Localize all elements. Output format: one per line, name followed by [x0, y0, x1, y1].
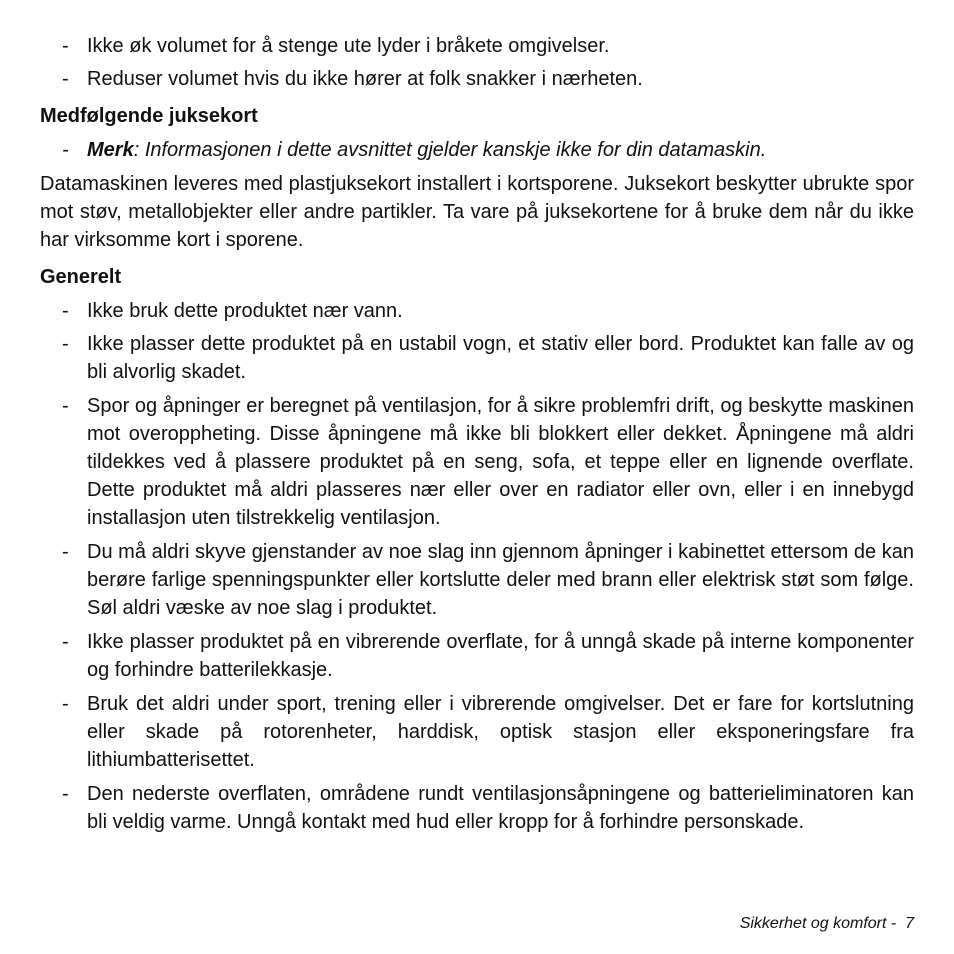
dash-marker: - — [62, 68, 69, 90]
list-item-text: Den nederste overflaten, områdene rundt ventilasjonsåpningene og batterieliminatoren kan bli veldig varme. Unngå kontakt med hud eller kropp for å forhindre personskade. — [87, 783, 914, 833]
list-item — [40, 538, 914, 622]
section-heading-generelt: Generelt — [40, 266, 122, 288]
page-footer — [740, 915, 914, 933]
list-item — [40, 330, 914, 386]
document-page — [40, 0, 914, 836]
dash-marker: - — [62, 139, 69, 161]
footer-section-name: Sikkerhet og komfort - — [739, 915, 897, 932]
list-item-text: Bruk det aldri under sport, trening eller i vibrerende omgivelser. Det er fare for kortslutning eller skade på rotorenheter, harddisk, optisk stasjon eller eksponeringsfare fra lithiumbatterisettet. — [87, 693, 914, 771]
list-item-text: Ikke bruk dette produktet nær vann. — [87, 300, 403, 322]
list-item — [40, 297, 914, 325]
dash-marker: - — [62, 35, 69, 57]
dash-marker: - — [62, 693, 69, 715]
list-item — [40, 32, 914, 60]
note-list — [40, 136, 914, 164]
note-item — [40, 136, 914, 164]
list-item — [40, 780, 914, 836]
top-bullet-list — [40, 32, 914, 93]
section-heading-juksekort: Medfølgende juksekort — [40, 105, 258, 127]
dash-marker: - — [62, 631, 69, 653]
dash-marker: - — [62, 783, 69, 805]
list-item-text: Spor og åpninger er beregnet på ventilasjon, for å sikre problemfri drift, og beskytte maskinen mot overoppheting. Disse åpningene må ikke bli blokkert eller dekket. Åpningene må aldri tildekkes ved å plassere produktet på en seng, sofa, et teppe eller en lignende overflate. Dette produktet må aldri plasseres nær eller over en radiator eller ovn, eller i en innebygd installasjon uten tilstrekkelig ventilasjon. — [87, 395, 914, 529]
dash-marker: - — [62, 333, 69, 355]
list-item — [40, 628, 914, 684]
list-item-text: Ikke plasser produktet på en vibrerende overflate, for å unngå skade på interne komponenter og forhindre batterilekkasje. — [87, 631, 914, 681]
list-item — [40, 392, 914, 532]
dash-marker: - — [62, 541, 69, 563]
page-number: 7 — [905, 915, 914, 932]
note-label: Merk — [87, 139, 134, 161]
list-item-text: Ikke øk volumet for å stenge ute lyder i bråkete omgivelser. — [87, 35, 610, 57]
dash-marker: - — [62, 395, 69, 417]
generelt-list — [40, 297, 914, 836]
list-item — [40, 690, 914, 774]
note-text: : Informasjonen i dette avsnittet gjelder kanskje ikke for din datamaskin. — [133, 139, 767, 161]
dash-marker: - — [62, 300, 69, 322]
list-item-text: Du må aldri skyve gjenstander av noe slag inn gjennom åpninger i kabinettet ettersom de kan berøre farlige spenningspunkter eller kortslutte deler med brann eller elektrisk støt som følge. Søl aldri væske av noe slag i produktet. — [87, 541, 914, 619]
list-item — [40, 65, 914, 93]
juksekort-paragraph: Datamaskinen leveres med plastjuksekort installert i kortsporene. Juksekort beskytter ubrukte spor mot støv, metallobjekter eller andre partikler. Ta vare på juksekortene for å bruke dem når du ikke har virksomme kort i sporene. — [40, 173, 914, 251]
list-item-text: Reduser volumet hvis du ikke hører at folk snakker i nærheten. — [87, 68, 643, 90]
list-item-text: Ikke plasser dette produktet på en ustabil vogn, et stativ eller bord. Produktet kan falle av og bli alvorlig skadet. — [87, 333, 914, 383]
